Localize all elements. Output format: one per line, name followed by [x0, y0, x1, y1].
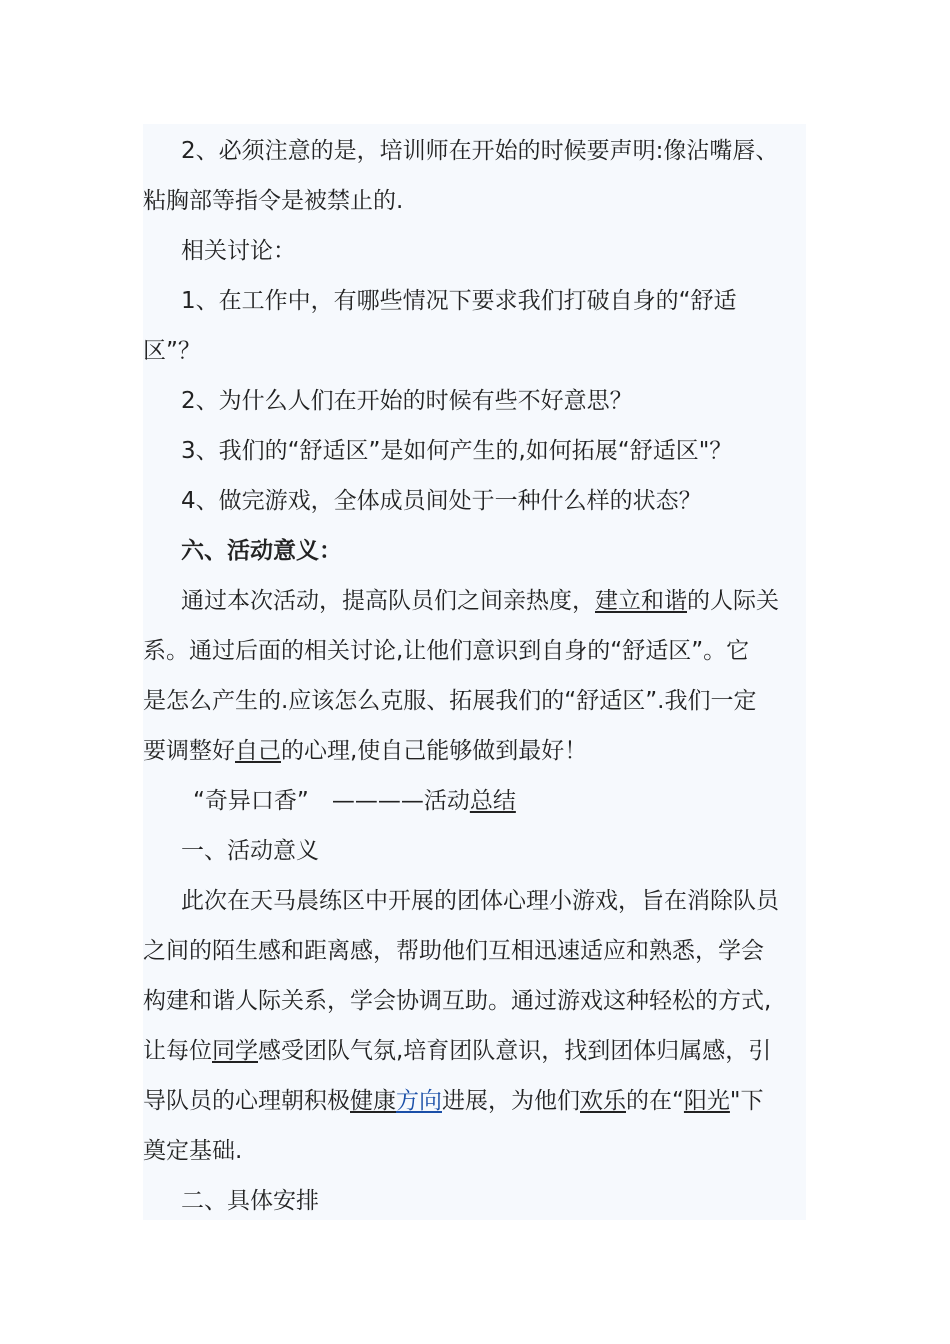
link-text[interactable]: 和谐 [641, 588, 687, 614]
link-text[interactable]: 阳光 [683, 1088, 730, 1114]
link-text[interactable]: 同学 [212, 1038, 258, 1064]
paragraph-line: 4、做完游戏，全体成员间处于一种什么样的状态？ [181, 488, 702, 514]
paragraph-line: 之间的陌生感和距离感，帮助他们互相迅速适应和熟悉，学会 [143, 938, 764, 964]
paragraph-line: 导队员的心理朝积极健康方向进展，为他们欢乐的在“阳光"下 [143, 1088, 764, 1114]
section-heading: 一、活动意义 [181, 838, 319, 864]
paragraph-line: 通过本次活动，提高队员们之间亲热度，建立和谐的人际关 [181, 588, 779, 614]
link-text[interactable]: 总结 [469, 788, 516, 814]
paragraph-line: 是怎么产生的.应该怎么克服、拓展我们的“舒适区”.我们一定 [143, 688, 757, 714]
paragraph-line: 粘胸部等指令是被禁止的. [143, 188, 404, 214]
link-text[interactable]: 建立 [595, 588, 641, 614]
paragraph-line: 2、为什么人们在开始的时候有些不好意思？ [181, 388, 633, 414]
paragraph-line: 2、必须注意的是，培训师在开始的时候要声明:像沾嘴唇、 [181, 138, 779, 164]
link-text[interactable]: 欢乐 [580, 1088, 626, 1114]
paragraph-line: 3、我们的“舒适区”是如何产生的,如何拓展“舒适区"？ [181, 438, 733, 464]
paragraph-line: 让每位同学感受团队气氛,培育团队意识，找到团体归属感，引 [143, 1038, 772, 1064]
document-content [143, 124, 806, 1220]
paragraph-line: 系。通过后面的相关讨论,让他们意识到自身的“舒适区”。它 [143, 638, 750, 664]
discussion-heading: 相关讨论： [181, 238, 296, 264]
paragraph-line: 奠定基础. [143, 1138, 243, 1164]
link-text[interactable]: 方向 [396, 1088, 442, 1114]
paragraph-line: 此次在天马晨练区中开展的团体心理小游戏，旨在消除队员 [181, 888, 779, 914]
link-text[interactable]: 自己 [235, 738, 281, 764]
link-text[interactable]: 健康 [350, 1088, 396, 1114]
paragraph-line: 构建和谐人际关系，学会协调互助。通过游戏这种轻松的方式, [143, 988, 772, 1014]
paragraph-line: 1、在工作中，有哪些情况下要求我们打破自身的“舒适 [181, 288, 737, 314]
paragraph-line: 要调整好自己的心理,使自己能够做到最好！ [143, 738, 588, 764]
section-heading: 二、具体安排 [181, 1188, 319, 1214]
paragraph-line: 区”？ [143, 338, 201, 364]
section-heading: 六、活动意义： [181, 538, 342, 564]
summary-title: “奇异口香” ————活动总结 [193, 788, 516, 814]
